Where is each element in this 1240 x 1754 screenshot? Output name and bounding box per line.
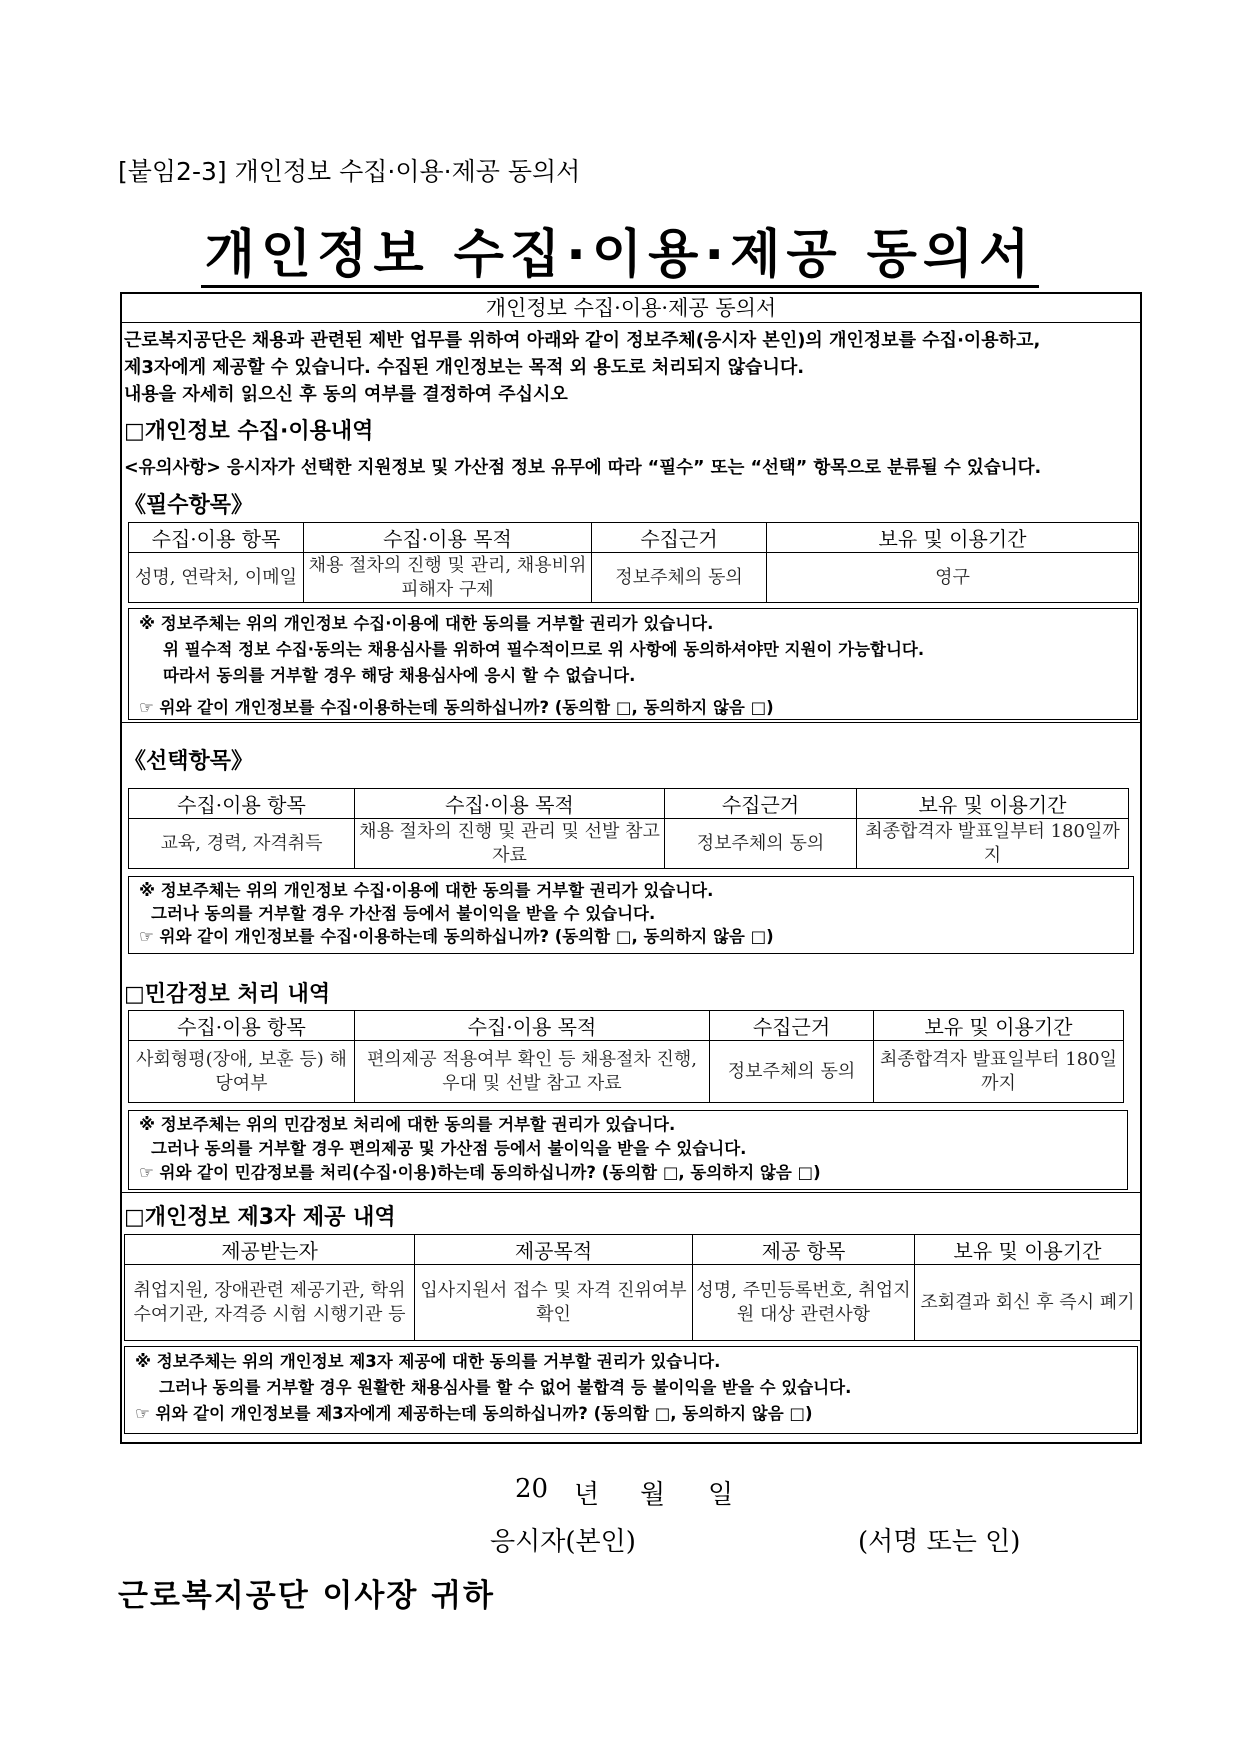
notice-line: ※ 정보주체는 위의 개인정보 수집·이용에 대한 동의를 거부할 권리가 있습니다. xyxy=(139,881,714,900)
table-cell: 채용 절차의 진행 및 관리 및 선발 참고 자료 xyxy=(355,819,665,869)
intro-line: 근로복지공단은 채용과 관련된 제반 업무를 위하여 아래와 같이 정보주체(응시자 본인)의 개인정보를 수집·이용하고, xyxy=(124,330,1041,351)
column-header: 수집·이용 항목 xyxy=(129,1011,355,1041)
column-header: 보유 및 이용기간 xyxy=(915,1235,1141,1265)
notice-line: 그러나 동의를 거부할 경우 편의제공 및 가산점 등에서 불이익을 받을 수 있습니다. xyxy=(151,1139,747,1158)
table-cell: 최종합격자 발표일부터 180일까지 xyxy=(874,1041,1124,1103)
table-header-row xyxy=(129,789,1129,819)
column-header: 제공목적 xyxy=(415,1235,693,1265)
column-header: 보유 및 이용기간 xyxy=(857,789,1129,819)
date-month-unit: 월 xyxy=(640,1480,666,1510)
divider xyxy=(122,1192,1140,1193)
sensitive-consent-notice xyxy=(128,1110,1128,1190)
section-sensitive-heading: □민감정보 처리 내역 xyxy=(124,982,331,1007)
caution-text: <유의사항> 응시자가 선택한 지원정보 및 가산점 정보 유무에 따라 “필수” 또는 “선택” 항목으로 분류될 수 있습니다. xyxy=(124,458,1042,478)
main-title: 개인정보 수집·이용·제공 동의서 xyxy=(0,212,1240,287)
date-day-unit: 일 xyxy=(708,1480,734,1510)
intro-line: 제3자에게 제공할 수 있습니다. 수집된 개인정보는 목적 외 용도로 처리되지 않습니다. xyxy=(124,357,805,378)
column-header: 수집근거 xyxy=(665,789,857,819)
required-consent-notice xyxy=(128,608,1138,720)
sensitive-consent-question[interactable]: ☞ 위와 같이 민감정보를 처리(수집·이용)하는데 동의하십니까? (동의함 □, 동의하지 않음 □) xyxy=(139,1163,821,1182)
optional-consent-question[interactable]: ☞ 위와 같이 개인정보를 수집·이용하는데 동의하십니까? (동의함 □, 동의하지 않음 □) xyxy=(139,927,774,946)
column-header: 제공 항목 xyxy=(693,1235,915,1265)
applicant-label: 응시자(본인) xyxy=(490,1527,636,1557)
date-year: 20 xyxy=(515,1474,549,1504)
date-year-unit: 년 xyxy=(574,1480,600,1510)
table-cell: 정보주체의 동의 xyxy=(710,1041,874,1103)
optional-consent-notice xyxy=(128,876,1134,954)
notice-line: 따라서 동의를 거부할 경우 해당 채용심사에 응시 할 수 없습니다. xyxy=(163,666,636,685)
table-cell: 교육, 경력, 자격취득 xyxy=(129,819,355,869)
table-cell: 성명, 주민등록번호, 취업지원 대상 관련사항 xyxy=(693,1265,915,1341)
notice-line: 그러나 동의를 거부할 경우 가산점 등에서 불이익을 받을 수 있습니다. xyxy=(151,904,656,923)
table-cell: 영구 xyxy=(767,553,1139,603)
table-cell: 입사지원서 접수 및 자격 진위여부 확인 xyxy=(415,1265,693,1341)
column-header: 수집·이용 항목 xyxy=(129,523,304,553)
column-header: 수집근거 xyxy=(710,1011,874,1041)
optional-items-table xyxy=(128,788,1129,869)
table-row xyxy=(129,1041,1124,1103)
consent-form-box xyxy=(120,292,1142,1444)
table-cell: 정보주체의 동의 xyxy=(665,819,857,869)
third-party-consent-question[interactable]: ☞ 위와 같이 개인정보를 제3자에게 제공하는데 동의하십니까? (동의함 □, 동의하지 않음 □) xyxy=(135,1404,813,1423)
notice-line: ※ 정보주체는 위의 개인정보 수집·이용에 대한 동의를 거부할 권리가 있습니다. xyxy=(139,614,714,633)
table-row xyxy=(129,553,1139,603)
column-header: 수집근거 xyxy=(592,523,767,553)
column-header: 수집·이용 목적 xyxy=(304,523,592,553)
notice-line: 위 필수적 정보 수집·동의는 채용심사를 위하여 필수적이므로 위 사항에 동의하셔야만 지원이 가능합니다. xyxy=(163,640,925,659)
table-cell: 정보주체의 동의 xyxy=(592,553,767,603)
required-consent-question[interactable]: ☞ 위와 같이 개인정보를 수집·이용하는데 동의하십니까? (동의함 □, 동의하지 않음 □) xyxy=(139,698,774,717)
column-header: 보유 및 이용기간 xyxy=(767,523,1139,553)
column-header: 수집·이용 목적 xyxy=(355,1011,710,1041)
table-cell: 취업지원, 장애관련 제공기관, 학위수여기관, 자격증 시험 시행기관 등 xyxy=(125,1265,415,1341)
third-party-table xyxy=(124,1234,1141,1341)
notice-line: ※ 정보주체는 위의 민감정보 처리에 대한 동의를 거부할 권리가 있습니다. xyxy=(139,1115,676,1134)
divider xyxy=(122,722,1140,723)
attachment-label: [붙임2-3] 개인정보 수집·이용·제공 동의서 xyxy=(118,157,581,186)
section-collection-heading: □개인정보 수집·이용내역 xyxy=(124,419,374,444)
table-cell: 사회형평(장애, 보훈 등) 해당여부 xyxy=(129,1041,355,1103)
notice-line: 그러나 동의를 거부할 경우 원활한 채용심사를 할 수 없어 불합격 등 불이익을 받을 수 있습니다. xyxy=(159,1378,852,1397)
column-header: 수집·이용 목적 xyxy=(355,789,665,819)
sensitive-info-table xyxy=(128,1010,1124,1103)
table-header-row xyxy=(129,523,1139,553)
column-header: 제공받는자 xyxy=(125,1235,415,1265)
table-row xyxy=(129,819,1129,869)
required-items-label: 《필수항목》 xyxy=(124,493,254,518)
box-title: 개인정보 수집·이용·제공 동의서 xyxy=(122,294,1140,323)
table-cell: 최종합격자 발표일부터 180일까지 xyxy=(857,819,1129,869)
signature-field[interactable]: (서명 또는 인) xyxy=(858,1527,1021,1557)
column-header: 보유 및 이용기간 xyxy=(874,1011,1124,1041)
table-cell: 성명, 연락처, 이메일 xyxy=(129,553,304,603)
table-cell: 채용 절차의 진행 및 관리, 채용비위 피해자 구제 xyxy=(304,553,592,603)
table-cell: 조회결과 회신 후 즉시 폐기 xyxy=(915,1265,1141,1341)
section-third-party-heading: □개인정보 제3자 제공 내역 xyxy=(124,1205,396,1230)
optional-items-label: 《선택항목》 xyxy=(124,749,254,774)
table-header-row xyxy=(129,1011,1124,1041)
table-cell: 편의제공 적용여부 확인 등 채용절차 진행, 우대 및 선발 참고 자료 xyxy=(355,1041,710,1103)
intro-line: 내용을 자세히 읽으신 후 동의 여부를 결정하여 주십시오 xyxy=(124,384,568,405)
intro-text xyxy=(124,327,1140,408)
required-items-table xyxy=(128,522,1139,603)
table-header-row xyxy=(125,1235,1141,1265)
column-header: 수집·이용 항목 xyxy=(129,789,355,819)
third-party-consent-notice xyxy=(124,1346,1138,1434)
addressee: 근로복지공단 이사장 귀하 xyxy=(118,1578,495,1614)
notice-line: ※ 정보주체는 위의 개인정보 제3자 제공에 대한 동의를 거부할 권리가 있습니다. xyxy=(135,1352,721,1371)
table-row xyxy=(125,1265,1141,1341)
